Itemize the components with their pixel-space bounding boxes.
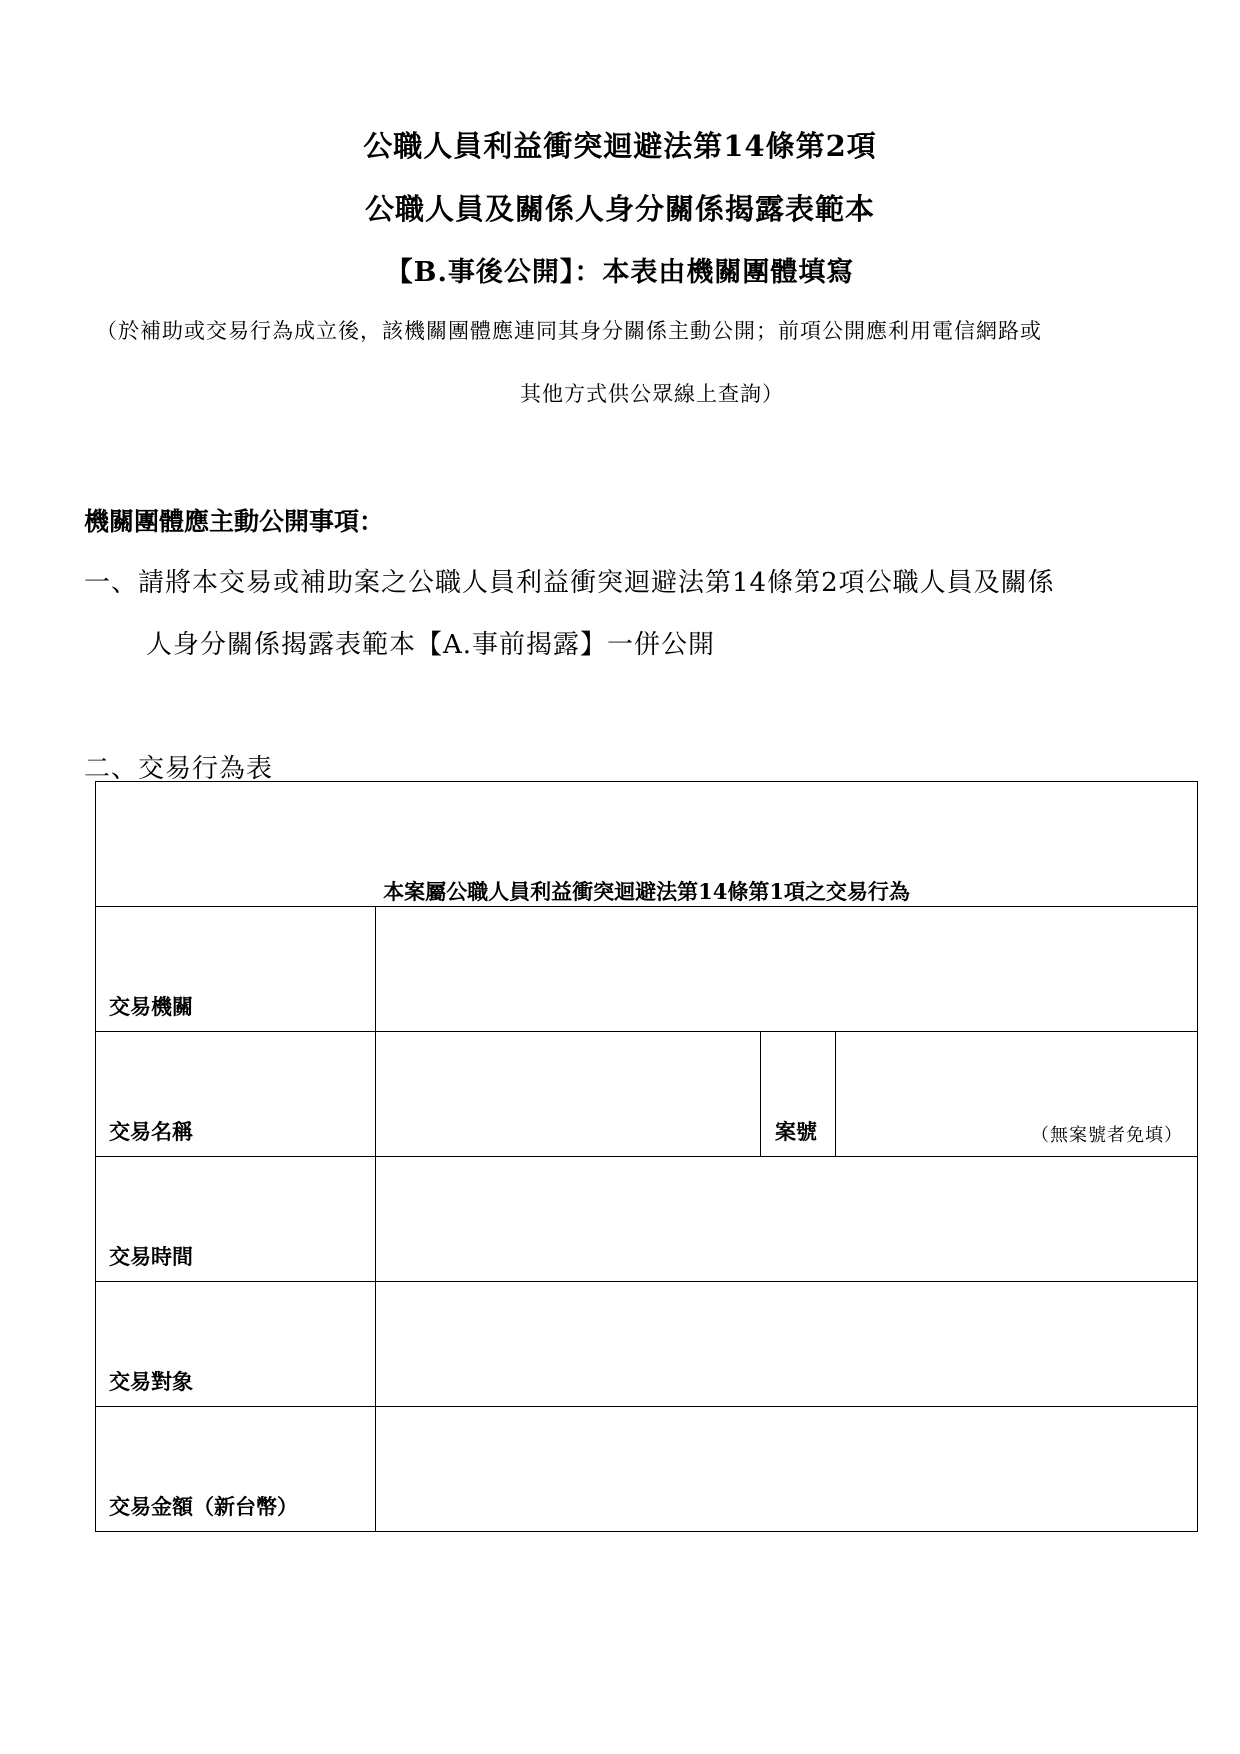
counterparty-label: 交易對象 [109,1369,193,1394]
name-label: 交易名稱 [109,1119,193,1144]
table-header-row [96,782,1198,907]
table-row [96,1032,1198,1157]
table-row [96,1157,1198,1282]
name-field[interactable] [376,1032,761,1157]
item-one-line1: 一、請將本交易或補助案之公職人員利益衝突迴避法第14條第2項公職人員及關係 [84,568,1055,598]
table-row [96,1282,1198,1407]
amount-label-cell [96,1407,376,1532]
table-header-cell: 本案屬公職人員利益衝突迴避法第14條第1項之交易行為 [96,782,1198,907]
amount-field[interactable] [376,1407,1198,1532]
case-number-field[interactable] [836,1032,1198,1157]
case-number-note: （無案號者免填） [1031,1125,1184,1146]
form-title-line1: 公職人員利益衝突迴避法第14條第2項 [363,129,877,163]
table-row [96,907,1198,1032]
name-label-cell [96,1032,376,1157]
agency-label-cell [96,907,376,1032]
agency-label: 交易機關 [109,994,193,1019]
time-label-cell [96,1157,376,1282]
section-heading: 機關團體應主動公開事項： [84,507,385,536]
publication-note-line2: 其他方式供公眾線上查詢） [520,382,784,406]
agency-field[interactable] [376,907,1198,1032]
table-row [96,1407,1198,1532]
case-number-label-cell [761,1032,836,1157]
amount-label: 交易金額（新台幣） [109,1494,298,1519]
transaction-table [95,781,1198,1532]
item-two-heading: 二、交易行為表 [84,754,274,784]
item-one-line2: 人身分關係揭露表範本【A.事前揭露】一併公開 [146,630,716,660]
form-title-line3: 【B.事後公開】：本表由機關團體填寫 [385,257,855,288]
publication-note-line1: （於補助或交易行為成立後，該機關團體應連同其身分關係主動公開；前項公開應利用電信網路或 [96,319,1042,343]
counterparty-label-cell [96,1282,376,1407]
case-number-label: 案號 [775,1119,817,1144]
time-label: 交易時間 [109,1244,193,1269]
time-field[interactable] [376,1157,1198,1282]
form-title-line2: 公職人員及關係人身分關係揭露表範本 [364,192,875,226]
counterparty-field[interactable] [376,1282,1198,1407]
